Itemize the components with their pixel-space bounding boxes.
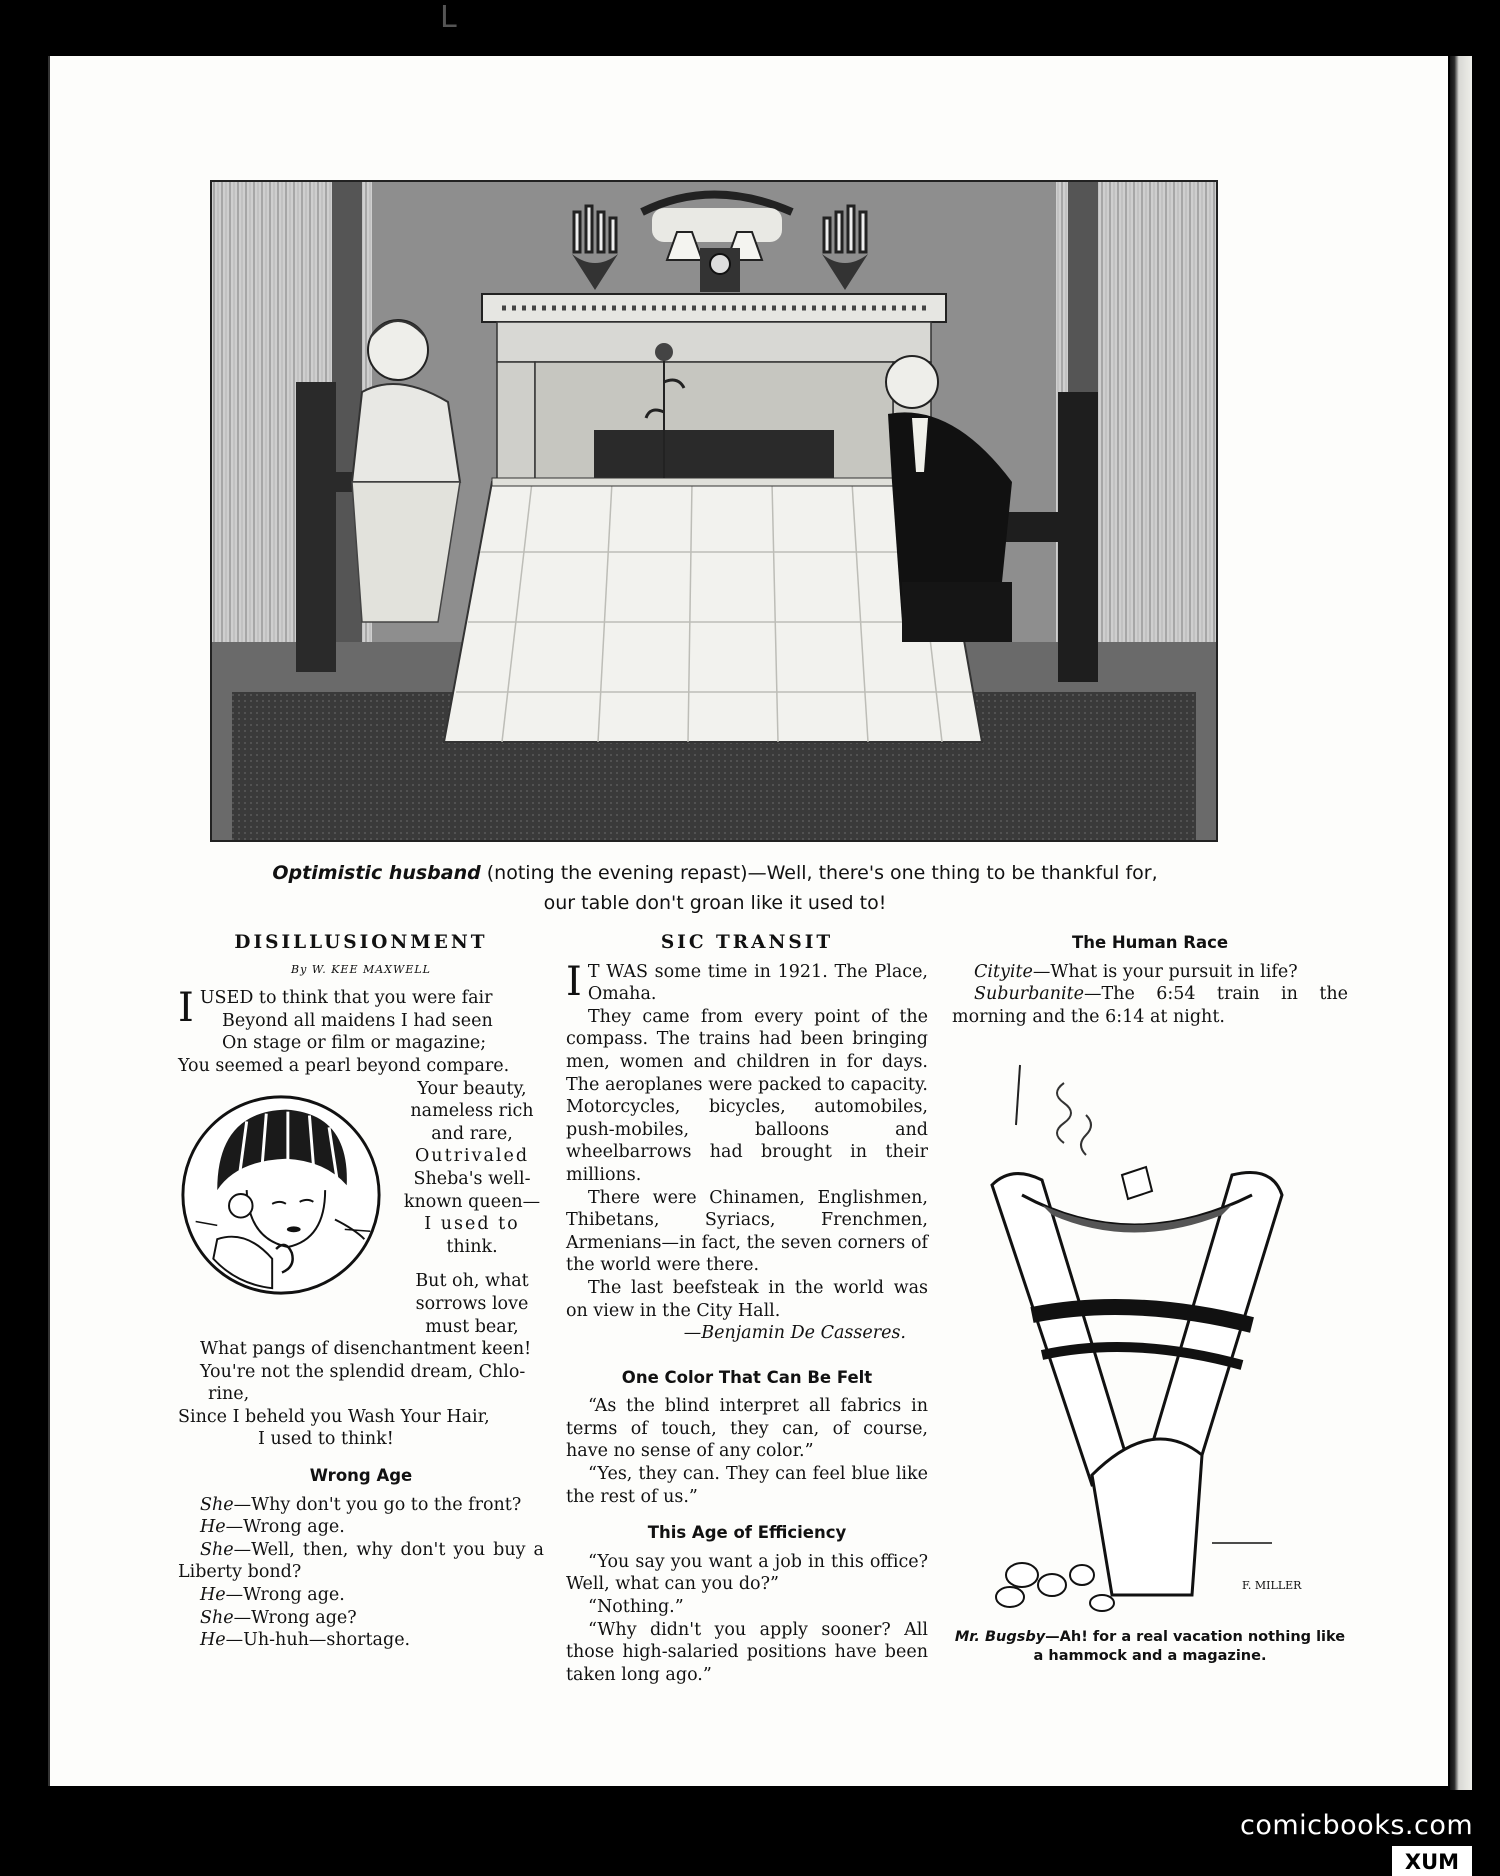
- poem-line: and rare,: [431, 1123, 513, 1144]
- caption-text-line1: (noting the evening repast)—Well, there's one thing to be thankful for,: [480, 862, 1158, 884]
- paragraph: “Nothing.”: [588, 1597, 684, 1618]
- slingshot-hammock-cartoon: [952, 1055, 1330, 1615]
- poem-line: Sheba's well-: [413, 1168, 531, 1189]
- sic-transit-title: SIC TRANSIT: [660, 932, 834, 953]
- dialogue-line: [178, 1629, 544, 1652]
- poem-line: I used to: [424, 1214, 520, 1235]
- paragraph: [566, 958, 928, 1006]
- slingshot-caption: [952, 1628, 1348, 1666]
- dialogue-line: [178, 1539, 544, 1584]
- speaker: She: [200, 1607, 234, 1628]
- speaker: Suburbanite: [974, 984, 1084, 1005]
- column-middle: [566, 932, 928, 1686]
- poem-line: But oh, what: [415, 1271, 529, 1292]
- human-race-title: The Human Race: [1071, 933, 1229, 952]
- paragraph: There were Chinamen, Englishmen, Thibetans, Syriacs, Frenchmen, Armenians—in fact, the seven corners of the world were there.: [566, 1187, 928, 1276]
- poem-line: I used to think!: [258, 1429, 394, 1450]
- dialogue-text: —What is your pursuit in life?: [1032, 961, 1298, 982]
- paragraph: “Why didn't you apply sooner? All those high-salaried positions have been taken long ago.”: [566, 1619, 928, 1685]
- dialogue-line: [178, 1516, 544, 1539]
- speaker: He: [200, 1630, 226, 1651]
- sic-transit-dropcap: I: [566, 958, 582, 1005]
- attribution: —Benjamin De Casseres.: [683, 1323, 906, 1344]
- poem-stanza-narrow: [400, 1078, 544, 1339]
- poem-line: rine,: [208, 1384, 250, 1405]
- one-color-title: One Color That Can Be Felt: [621, 1367, 873, 1387]
- page-binding-edge: [1450, 56, 1472, 1790]
- paragraph: The last beefsteak in the world was on view in the City Hall.: [566, 1277, 928, 1321]
- caption-speaker: Mr. Bugsby: [954, 1629, 1046, 1645]
- column-left: [178, 932, 544, 1652]
- poem-stanza-bottom: [178, 1338, 544, 1451]
- site-watermark: comicbooks.com: [1240, 1810, 1474, 1841]
- scan-pencil-mark: ᒪ: [440, 0, 457, 35]
- dialogue-text: —Uh-huh—shortage.: [225, 1630, 411, 1651]
- speaker: She: [200, 1539, 234, 1560]
- dialogue-line: [178, 1494, 544, 1517]
- wrong-age-title: Wrong Age: [309, 1466, 413, 1486]
- dialogue-line: [178, 1607, 544, 1630]
- caption-text: —Ah! for a real vacation nothing like a hammock and a magazine.: [1033, 1629, 1346, 1664]
- poem-byline: By W. KEE MAXWELL: [291, 962, 431, 976]
- dialogue-line: [952, 961, 1348, 984]
- poem-line: known queen—: [403, 1191, 541, 1212]
- speaker: Cityite: [974, 961, 1033, 982]
- woman-portrait-vignette: [178, 1090, 384, 1300]
- poem-line: What pangs of disenchantment keen!: [200, 1339, 532, 1360]
- wrong-age-dialogue: [178, 1494, 544, 1652]
- poem-line: You're not the splendid dream, Chlo-: [200, 1361, 526, 1382]
- caption-speaker: Optimistic husband: [272, 862, 481, 884]
- poem-line: Beyond all maidens I had seen: [222, 1010, 493, 1031]
- speaker: She: [200, 1494, 234, 1515]
- dialogue-text: —Well, then, why don't you buy a Liberty bond?: [178, 1539, 544, 1583]
- poem-line: think.: [446, 1236, 498, 1257]
- paragraph: “As the blind interpret all fabrics in terms of touch, they can, of course, have no sense of any color.”: [566, 1396, 928, 1462]
- poem-dropcap: I: [178, 985, 194, 1032]
- dialogue-text: —The 6:54 train in the morning and the 6:14 at night.: [952, 984, 1348, 1027]
- paragraph: “Yes, they can. They can feel blue like the rest of us.”: [566, 1464, 928, 1507]
- paragraph: They came from every point of the compass. The trains had been bringing men, women and children in for days. The aeroplanes were packed to capacity. Motorcycles, bicycles, automobiles, push-mobiles, balloons and wheelbarrows had brought in their millions.: [566, 1006, 928, 1185]
- paragraph-text: T WAS some time in 1921. The Place, Omaha.: [587, 961, 928, 1005]
- dialogue-line: [178, 1584, 544, 1607]
- dialogue-text: —Wrong age.: [225, 1585, 345, 1606]
- sic-transit-body: [566, 958, 928, 1345]
- poem-line: Your beauty,: [417, 1078, 527, 1099]
- poem-stanza-gap: [400, 1258, 544, 1270]
- poem-line: nameless rich: [410, 1101, 534, 1122]
- poem-line: sorrows love: [415, 1293, 529, 1314]
- dialogue-line: [952, 983, 1348, 1028]
- dialogue-text: —Why don't you go to the front?: [233, 1494, 522, 1515]
- paragraph: “You say you want a job in this office? Well, what can you do?”: [566, 1551, 928, 1595]
- dialogue-text: —Wrong age.: [225, 1517, 345, 1538]
- poem-line: You seemed a pearl beyond compare.: [178, 1055, 510, 1076]
- dinner-cartoon-illustration: [210, 180, 1218, 842]
- poem-line: USED to think that you were fair: [199, 988, 493, 1009]
- poem-line: Outrivaled: [414, 1146, 530, 1167]
- artist-signature: F. MILLER: [1242, 1579, 1302, 1592]
- poem-portrait-block: [178, 1078, 544, 1339]
- poem-stanza-top: [178, 987, 544, 1077]
- poem-line: On stage or film or magazine;: [222, 1033, 487, 1054]
- column-right: [952, 932, 1348, 1028]
- cartoon-caption: [240, 858, 1190, 918]
- poem-line: must bear,: [425, 1316, 519, 1337]
- speaker: He: [200, 1585, 226, 1606]
- caption-text-line2: our table don't groan like it used to!: [543, 892, 887, 914]
- watermark-badge: XUM: [1392, 1846, 1472, 1876]
- speaker: He: [200, 1517, 226, 1538]
- poem-title: DISILLUSIONMENT: [234, 932, 488, 953]
- dialogue-text: —Wrong age?: [233, 1607, 357, 1628]
- efficiency-title: This Age of Efficiency: [647, 1523, 847, 1543]
- poem-line: Since I beheld you Wash Your Hair,: [178, 1406, 490, 1427]
